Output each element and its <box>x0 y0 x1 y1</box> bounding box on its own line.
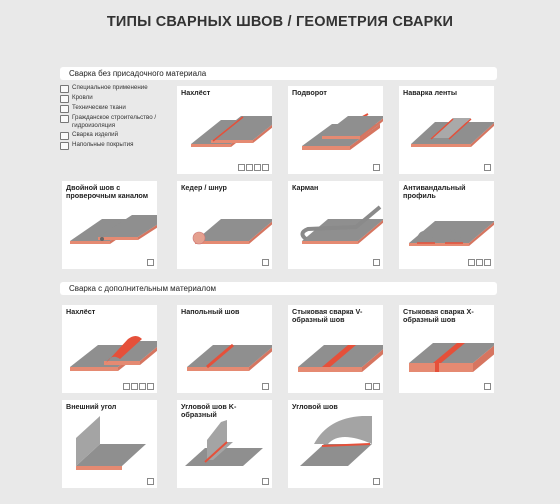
gear-icon <box>262 478 269 485</box>
fabric-icon <box>262 259 269 266</box>
sheet-edge <box>191 144 231 147</box>
weld-type-card <box>399 181 494 269</box>
sheet-surface <box>185 448 263 466</box>
weld-type-card <box>399 86 494 174</box>
legend-label: Кровли <box>72 94 93 102</box>
card-title: Кедер / шнур <box>181 183 227 192</box>
weld-type-card <box>399 305 494 393</box>
fabric-icon <box>60 105 69 113</box>
house-icon <box>139 383 146 390</box>
legend-item <box>60 94 170 103</box>
sheet-surface <box>300 444 372 466</box>
gear-icon <box>147 383 154 390</box>
page-title: ТИПЫ СВАРНЫХ ШВОВ / ГЕОМЕТРИЯ СВАРКИ <box>106 14 454 30</box>
legend <box>60 84 170 151</box>
roof-icon <box>123 383 130 390</box>
card-title: Карман <box>292 183 319 192</box>
weld-type-card <box>288 86 383 174</box>
floor-icon <box>60 142 69 150</box>
weld-type-card <box>177 305 272 393</box>
gear-icon <box>373 478 380 485</box>
legend-item <box>60 114 170 129</box>
gear-icon <box>147 478 154 485</box>
legend-label: Технические ткани <box>72 104 126 112</box>
weld-illustration <box>177 86 272 174</box>
card-title: Подворот <box>292 88 327 97</box>
application-badges <box>123 383 154 390</box>
legend-item <box>60 131 170 140</box>
application-badges <box>468 259 491 266</box>
application-badges <box>365 383 380 390</box>
keder-cord <box>193 232 205 244</box>
weld-illustration <box>399 86 494 174</box>
weld-type-card <box>62 305 157 393</box>
weld-type-card <box>288 400 383 488</box>
star-icon <box>131 383 138 390</box>
roof-icon <box>60 95 69 103</box>
card-title: Антивандальный профиль <box>403 183 466 201</box>
roof-icon <box>246 164 253 171</box>
sheet-edge <box>70 241 110 244</box>
fabric-icon <box>373 259 380 266</box>
weld-illustration <box>177 305 272 393</box>
x-weld-front <box>435 363 439 372</box>
test-channel <box>100 237 104 241</box>
weld-type-card <box>62 181 157 269</box>
sheet-edge <box>302 146 350 150</box>
application-badges <box>373 164 380 171</box>
application-badges <box>147 259 154 266</box>
legend-item <box>60 104 170 113</box>
sheet-edge <box>322 136 360 139</box>
gear-icon <box>373 383 380 390</box>
star-icon <box>238 164 245 171</box>
weld-type-card <box>288 181 383 269</box>
house-icon <box>60 115 69 123</box>
application-badges <box>373 478 380 485</box>
sheet-edge <box>98 237 138 240</box>
weld-illustration <box>177 181 272 269</box>
card-title: Стыковая сварка X-образный шов <box>403 307 474 325</box>
roof-icon <box>476 259 483 266</box>
sheet-surface <box>195 219 272 241</box>
card-title: Стыковая сварка V-образный шов <box>292 307 363 325</box>
section-header-no-filler: Сварка без присадочного материала <box>60 67 497 80</box>
card-title: Напольный шов <box>181 307 240 316</box>
weld-type-card <box>62 400 157 488</box>
sheet-edge <box>211 140 253 143</box>
floor-icon <box>262 383 269 390</box>
sheet-edge <box>298 367 362 372</box>
curved-wall <box>314 416 372 444</box>
legend-label: Специальное применение <box>72 84 148 91</box>
gear-icon <box>60 132 69 140</box>
sheet-edge <box>409 363 473 372</box>
card-title: Нахлёст <box>66 307 96 316</box>
house-icon <box>484 259 491 266</box>
house-icon <box>147 259 154 266</box>
legend-label: Сварка изделий <box>72 131 119 139</box>
star-icon <box>60 85 69 93</box>
application-badges <box>484 383 491 390</box>
application-badges <box>147 478 154 485</box>
weld-type-card <box>177 181 272 269</box>
legend-label: Напольные покрытия <box>72 141 134 149</box>
fabric-icon <box>254 164 261 171</box>
application-badges <box>238 164 269 171</box>
fabric-icon <box>373 164 380 171</box>
weld-illustration <box>288 86 383 174</box>
application-badges <box>484 164 491 171</box>
weld-illustration <box>288 400 383 488</box>
card-title: Нахлёст <box>181 88 211 97</box>
card-title: Угловой шов K-образный <box>181 402 237 420</box>
legend-label: Гражданское строительство / гидроизоляция <box>72 114 157 129</box>
card-title: Наварка ленты <box>403 88 457 97</box>
house-icon <box>262 164 269 171</box>
star-icon <box>365 383 372 390</box>
weld-type-card <box>177 86 272 174</box>
application-badges <box>373 259 380 266</box>
application-badges <box>262 383 269 390</box>
section-header-with-filler: Сварка с дополнительным материалом <box>60 282 497 295</box>
legend-item <box>60 84 170 93</box>
sheet-edge <box>411 144 471 147</box>
weld-illustration <box>62 305 157 393</box>
star-icon <box>468 259 475 266</box>
sheet-edge <box>70 367 118 371</box>
weld-illustration <box>288 181 383 269</box>
fabric-icon <box>484 164 491 171</box>
weld-illustration <box>62 400 157 488</box>
card-title: Угловой шов <box>292 402 338 411</box>
application-badges <box>262 478 269 485</box>
card-title: Двойной шов с проверочным каналом <box>66 183 149 201</box>
legend-item <box>60 141 170 150</box>
card-title: Внешний угол <box>66 402 117 411</box>
gear-icon <box>484 383 491 390</box>
weld-type-card <box>288 305 383 393</box>
weld-type-card <box>177 400 272 488</box>
sheet-edge <box>76 466 122 470</box>
sheet-edge <box>302 241 358 244</box>
application-badges <box>262 259 269 266</box>
sheet-edge <box>187 367 249 371</box>
sheet-edge <box>104 361 140 365</box>
